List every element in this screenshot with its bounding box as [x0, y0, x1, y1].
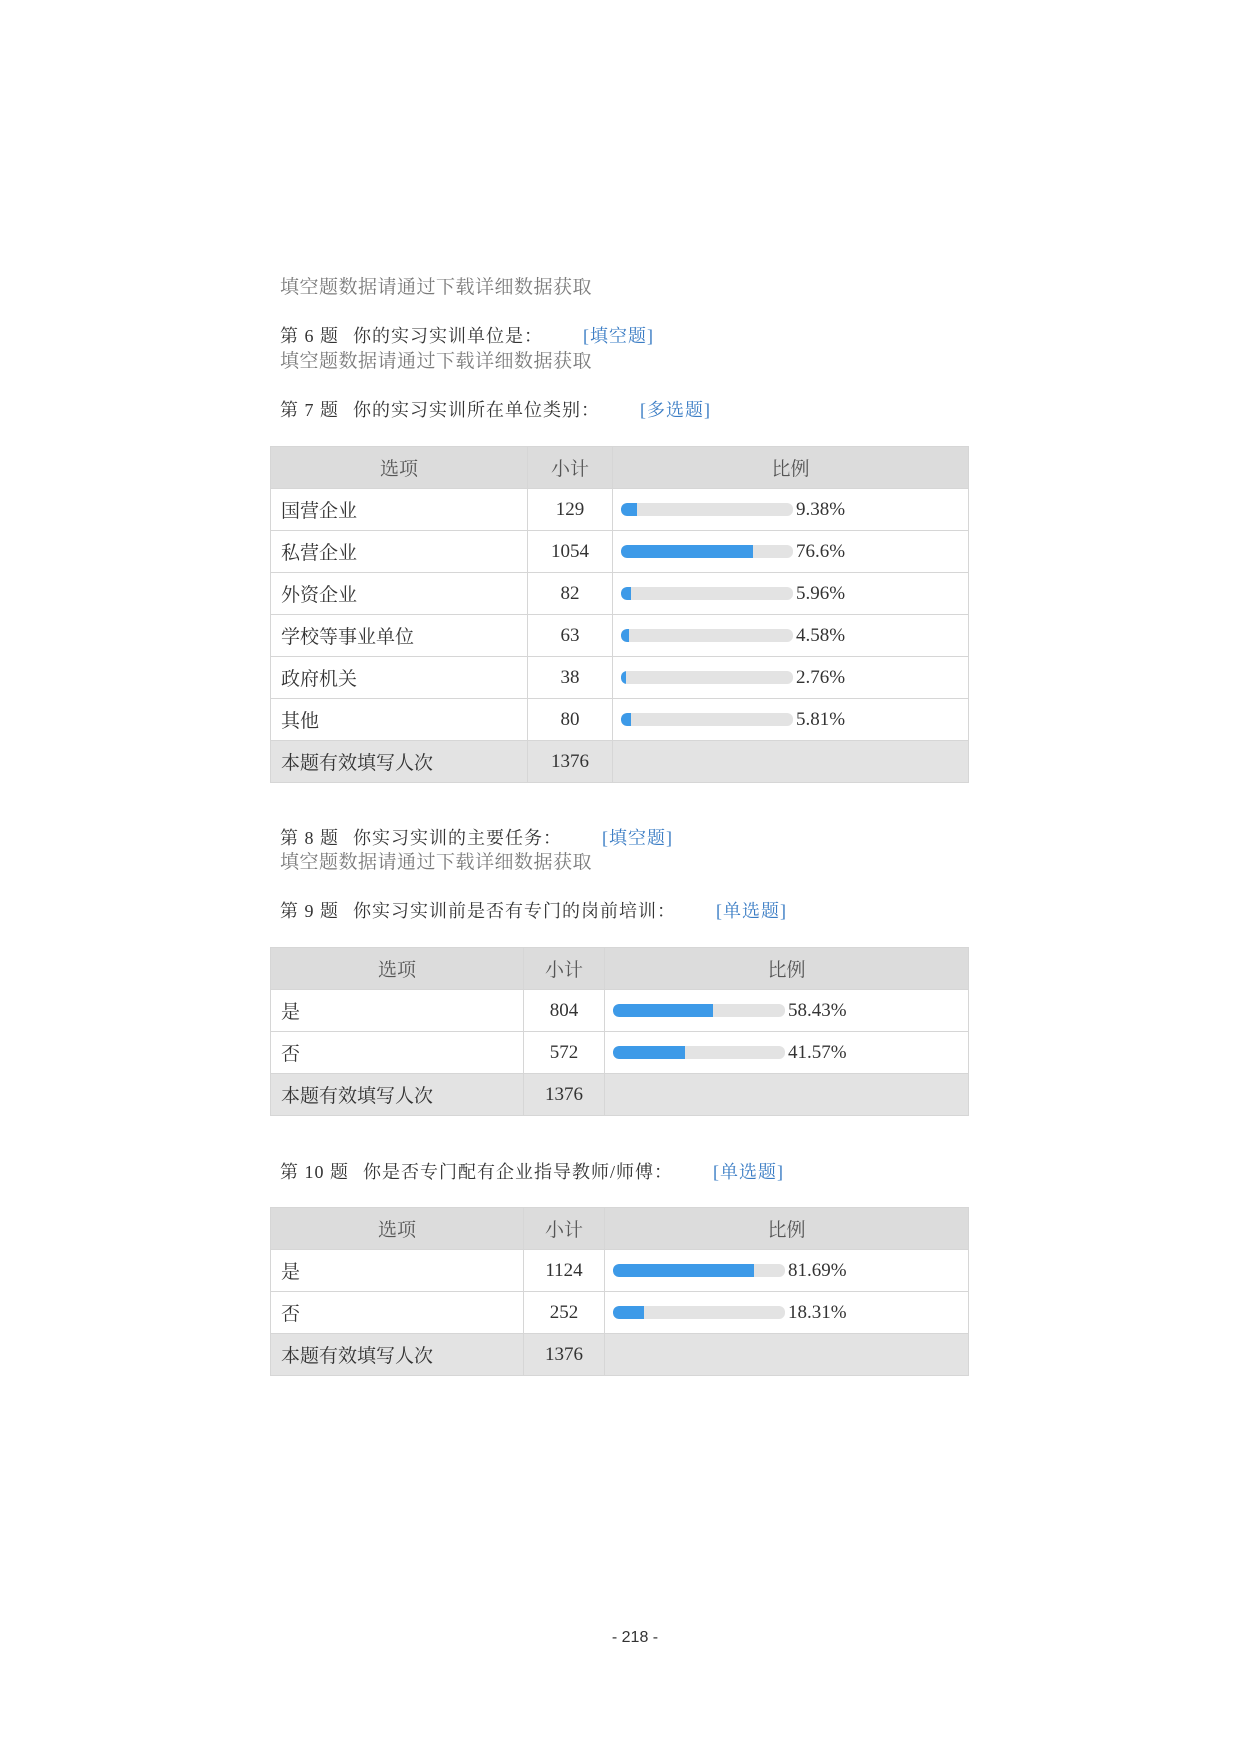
total-label: 本题有效填写人次	[271, 1074, 524, 1116]
option-label: 是	[271, 1250, 524, 1292]
percent-bar-fill	[621, 503, 637, 516]
fill-in-data-note: 填空题数据请通过下载详细数据获取	[280, 351, 593, 372]
option-ratio-cell	[613, 531, 969, 573]
header-row	[271, 948, 969, 990]
option-count: 804	[524, 990, 605, 1032]
percent-bar-track	[621, 503, 793, 516]
question-text: 你的实习实训所在单位类别：	[353, 400, 600, 420]
percent-bar-fill	[621, 629, 629, 642]
total-row	[271, 741, 969, 783]
column-header-ratio: 比例	[605, 948, 969, 990]
question-text: 你的实习实训单位是：	[353, 326, 543, 346]
option-ratio-cell	[605, 1250, 969, 1292]
percent-label: 9.38%	[796, 498, 846, 520]
percent-bar-track	[621, 545, 793, 558]
question-9-results-table	[270, 947, 968, 1116]
option-ratio-cell	[605, 1292, 969, 1334]
total-count: 1376	[524, 1334, 605, 1376]
option-label: 是	[271, 990, 524, 1032]
option-label: 否	[271, 1292, 524, 1334]
table-row	[271, 615, 969, 657]
option-count: 129	[528, 489, 613, 531]
question-number: 第 6 题	[280, 326, 339, 346]
question-9-title	[280, 900, 787, 922]
option-ratio-cell	[613, 573, 969, 615]
total-count: 1376	[524, 1074, 605, 1116]
table-row	[271, 531, 969, 573]
table-body	[271, 990, 969, 1116]
percent-bar-track	[621, 713, 793, 726]
option-label: 国营企业	[271, 489, 528, 531]
results-table	[270, 1207, 969, 1376]
option-count: 1124	[524, 1250, 605, 1292]
percent-label: 76.6%	[796, 540, 846, 562]
question-10-results-table	[270, 1207, 968, 1376]
percent-bar-track	[613, 1004, 785, 1017]
percent-label: 4.58%	[796, 624, 846, 646]
results-table	[270, 446, 969, 783]
total-ratio-cell	[605, 1074, 969, 1116]
question-6-title	[280, 325, 654, 347]
column-header-ratio: 比例	[613, 447, 969, 489]
question-number: 第 9 题	[280, 901, 339, 921]
option-ratio-cell	[613, 699, 969, 741]
option-label: 私营企业	[271, 531, 528, 573]
column-header-ratio: 比例	[605, 1208, 969, 1250]
column-header-count: 小计	[524, 948, 605, 990]
question-text: 你是否专门配有企业指导教师/师傅：	[363, 1162, 673, 1182]
option-ratio-cell	[613, 615, 969, 657]
column-header-option: 选项	[271, 1208, 524, 1250]
option-ratio-cell	[613, 657, 969, 699]
percent-bar-fill	[613, 1004, 713, 1017]
option-count: 38	[528, 657, 613, 699]
option-ratio-cell	[613, 489, 969, 531]
total-ratio-cell	[613, 741, 969, 783]
question-type-tag: [填空题]	[583, 326, 654, 346]
percent-label: 5.96%	[796, 582, 846, 604]
percent-bar-track	[613, 1264, 785, 1277]
option-count: 63	[528, 615, 613, 657]
percent-bar-fill	[621, 713, 631, 726]
page-number: - 218 -	[611, 1629, 659, 1646]
question-type-tag: [多选题]	[640, 400, 711, 420]
percent-bar-fill	[613, 1046, 685, 1059]
option-label: 外资企业	[271, 573, 528, 615]
total-row	[271, 1074, 969, 1116]
option-label: 其他	[271, 699, 528, 741]
column-header-count: 小计	[528, 447, 613, 489]
option-count: 252	[524, 1292, 605, 1334]
column-header-option: 选项	[271, 447, 528, 489]
table-row	[271, 1292, 969, 1334]
table-row	[271, 657, 969, 699]
table-body	[271, 1250, 969, 1376]
option-count: 572	[524, 1032, 605, 1074]
percent-bar-fill	[621, 545, 753, 558]
percent-bar-track	[621, 671, 793, 684]
percent-label: 5.81%	[796, 708, 846, 730]
results-table	[270, 947, 969, 1116]
question-type-tag: [单选题]	[716, 901, 787, 921]
table-row	[271, 573, 969, 615]
percent-label: 58.43%	[788, 999, 847, 1021]
percent-label: 2.76%	[796, 666, 846, 688]
option-label: 政府机关	[271, 657, 528, 699]
table-header	[271, 447, 969, 489]
option-label: 否	[271, 1032, 524, 1074]
percent-bar-fill	[613, 1264, 754, 1277]
question-type-tag: [单选题]	[713, 1162, 784, 1182]
question-7-results-table	[270, 446, 968, 783]
total-ratio-cell	[605, 1334, 969, 1376]
percent-label: 18.31%	[788, 1301, 847, 1323]
header-row	[271, 447, 969, 489]
percent-bar-fill	[613, 1306, 644, 1319]
option-ratio-cell	[605, 990, 969, 1032]
header-row	[271, 1208, 969, 1250]
total-label: 本题有效填写人次	[271, 1334, 524, 1376]
total-row	[271, 1334, 969, 1376]
column-header-count: 小计	[524, 1208, 605, 1250]
option-label: 学校等事业单位	[271, 615, 528, 657]
option-ratio-cell	[605, 1032, 969, 1074]
table-row	[271, 489, 969, 531]
percent-bar-track	[613, 1306, 785, 1319]
question-number: 第 10 题	[280, 1162, 349, 1182]
table-header	[271, 948, 969, 990]
question-8-title	[280, 827, 673, 849]
total-count: 1376	[528, 741, 613, 783]
question-text: 你实习实训的主要任务：	[353, 828, 562, 848]
question-type-tag: [填空题]	[602, 828, 673, 848]
table-row	[271, 699, 969, 741]
column-header-option: 选项	[271, 948, 524, 990]
percent-bar-fill	[621, 671, 626, 684]
table-body	[271, 489, 969, 783]
fill-in-data-note: 填空题数据请通过下载详细数据获取	[280, 852, 593, 873]
table-row	[271, 1250, 969, 1292]
percent-label: 81.69%	[788, 1259, 847, 1281]
percent-bar-track	[621, 587, 793, 600]
total-label: 本题有效填写人次	[271, 741, 528, 783]
table-header	[271, 1208, 969, 1250]
question-text: 你实习实训前是否有专门的岗前培训：	[353, 901, 676, 921]
percent-bar-fill	[621, 587, 631, 600]
option-count: 80	[528, 699, 613, 741]
table-row	[271, 1032, 969, 1074]
question-7-title	[280, 399, 711, 421]
question-number: 第 7 题	[280, 400, 339, 420]
question-number: 第 8 题	[280, 828, 339, 848]
table-row	[271, 990, 969, 1032]
percent-label: 41.57%	[788, 1041, 847, 1063]
question-10-title	[280, 1161, 784, 1183]
percent-bar-track	[621, 629, 793, 642]
option-count: 1054	[528, 531, 613, 573]
option-count: 82	[528, 573, 613, 615]
fill-in-data-note: 填空题数据请通过下载详细数据获取	[280, 277, 593, 298]
percent-bar-track	[613, 1046, 785, 1059]
